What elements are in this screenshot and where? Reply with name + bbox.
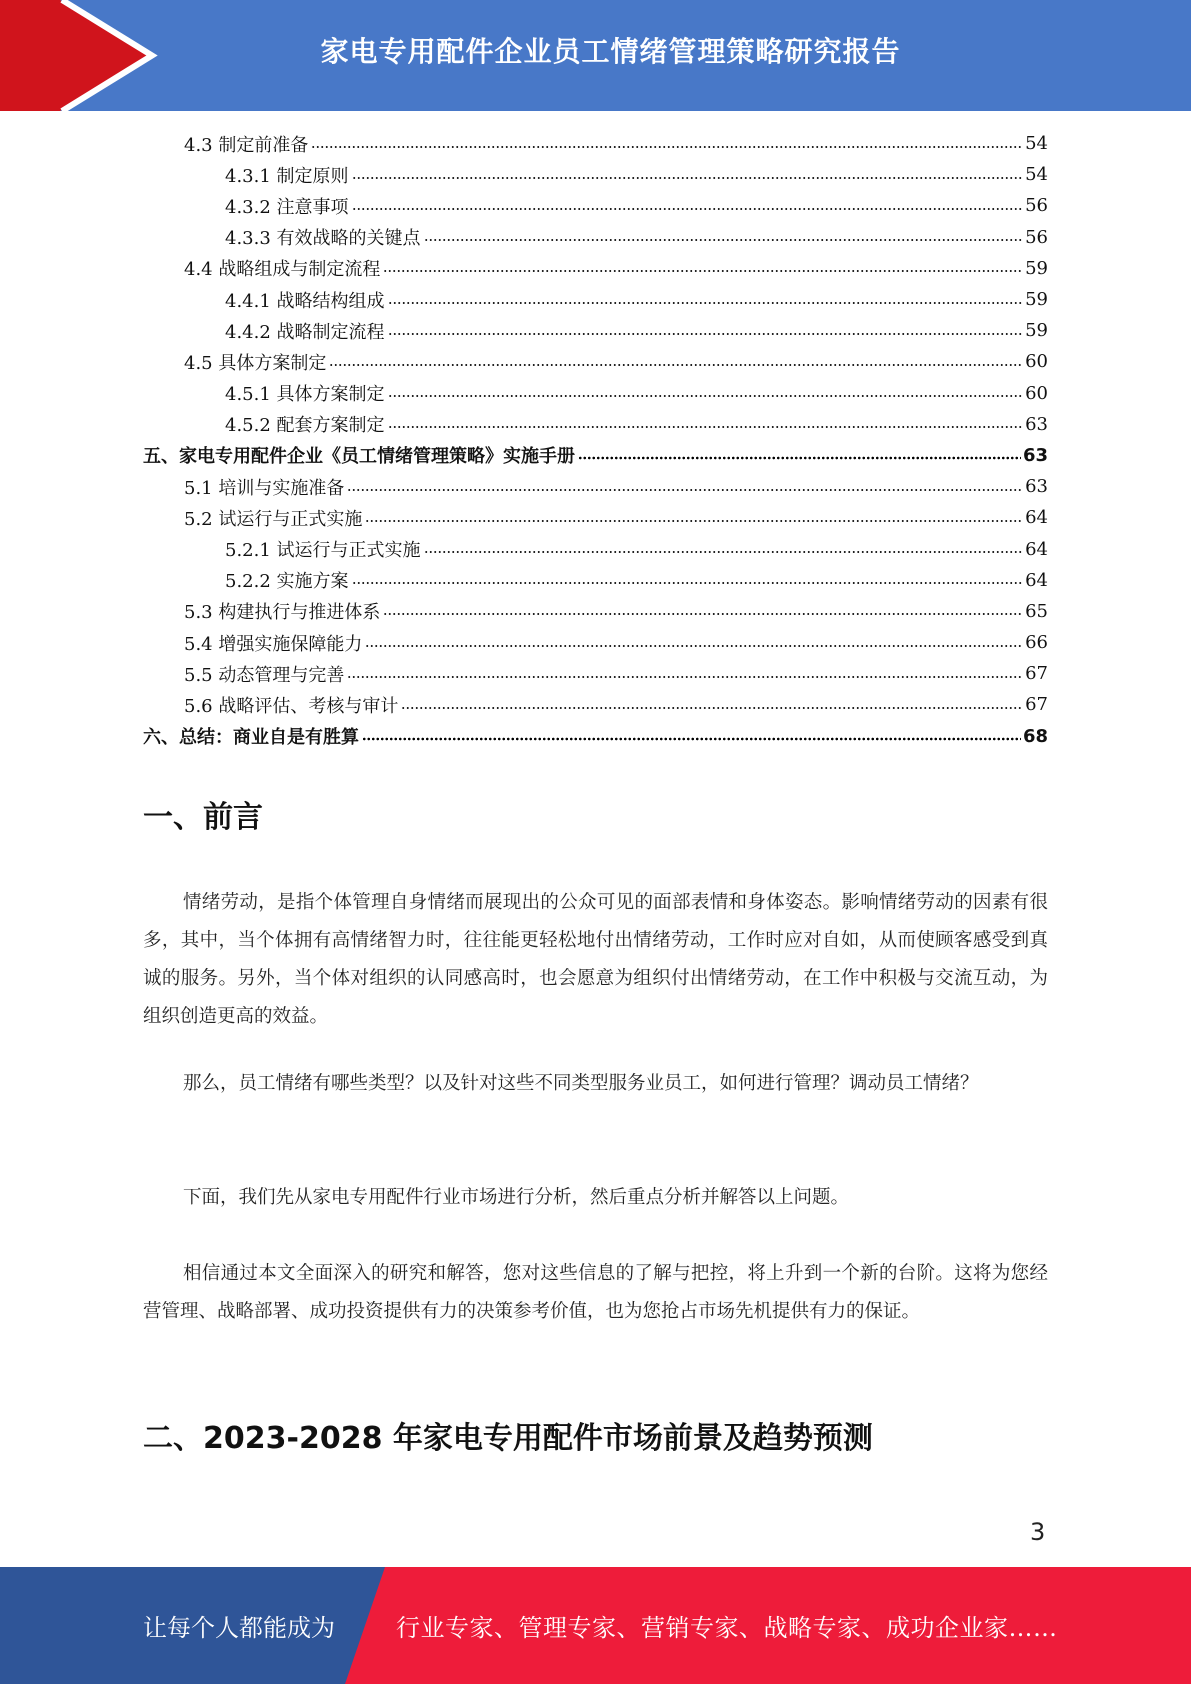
footer-slogan-left: 让每个人都能成为 xyxy=(143,1614,335,1642)
toc-dot-leader xyxy=(424,549,1024,555)
toc-entry-label: 4.4.2 战略制定流程 xyxy=(225,321,385,343)
toc-entry-label: 4.3.2 注意事项 xyxy=(225,196,349,218)
toc-entry[interactable] xyxy=(143,128,1048,159)
toc-entry-page: 64 xyxy=(1025,507,1048,529)
page-number: 3 xyxy=(1030,1518,1046,1546)
toc-dot-leader xyxy=(388,393,1024,399)
toc-dot-leader xyxy=(383,611,1023,617)
section-heading-preface: 一、前言 xyxy=(143,800,263,835)
page-footer xyxy=(0,1567,1191,1684)
toc-entry-label: 五、家电专用配件企业《员工情绪管理策略》实施手册 xyxy=(143,446,575,468)
toc-entry-label: 4.5.1 具体方案制定 xyxy=(225,384,385,406)
toc-entry-page: 67 xyxy=(1025,694,1048,716)
toc-entry-label: 5.2.2 实施方案 xyxy=(225,571,349,593)
toc-entry[interactable] xyxy=(143,689,1048,720)
toc-entry-label: 六、总结：商业自是有胜算 xyxy=(143,727,359,749)
toc-entry-page: 64 xyxy=(1025,569,1048,591)
toc-entry[interactable] xyxy=(143,471,1048,502)
toc-entry-label: 5.4 增强实施保障能力 xyxy=(184,633,363,655)
toc-entry-label: 4.5.2 配套方案制定 xyxy=(225,415,385,437)
toc-entry-page: 54 xyxy=(1025,164,1048,186)
toc-entry[interactable] xyxy=(143,440,1048,471)
toc-dot-leader xyxy=(388,331,1024,337)
toc-dot-leader xyxy=(365,518,1023,524)
toc-entry-label: 4.5 具体方案制定 xyxy=(184,352,327,374)
toc-entry-label: 4.3 制定前准备 xyxy=(184,134,309,156)
toc-dot-leader xyxy=(347,487,1023,493)
toc-dot-leader xyxy=(352,206,1024,212)
toc-entry-page: 63 xyxy=(1025,413,1048,435)
toc-entry[interactable] xyxy=(143,284,1048,315)
toc-entry-page: 63 xyxy=(1022,444,1048,466)
toc-dot-leader xyxy=(311,144,1023,150)
toc-entry[interactable] xyxy=(143,315,1048,346)
toc-entry-label: 5.1 培训与实施准备 xyxy=(184,477,345,499)
toc-entry[interactable] xyxy=(143,596,1048,627)
toc-entry-label: 5.5 动态管理与完善 xyxy=(184,664,345,686)
toc-entry-label: 4.3.1 制定原则 xyxy=(225,165,349,187)
toc-entry-label: 4.3.3 有效战略的关键点 xyxy=(225,228,421,250)
toc-dot-leader xyxy=(347,674,1023,680)
toc-dot-leader xyxy=(365,643,1023,649)
toc-entry-page: 60 xyxy=(1025,382,1048,404)
toc-entry-page: 64 xyxy=(1025,538,1048,560)
toc-dot-leader xyxy=(401,705,1023,711)
toc-entry[interactable] xyxy=(143,533,1048,564)
toc-entry[interactable] xyxy=(143,222,1048,253)
toc-dot-leader xyxy=(352,175,1024,181)
toc-entry-page: 54 xyxy=(1025,133,1048,155)
toc-entry[interactable] xyxy=(143,253,1048,284)
toc-dot-leader xyxy=(388,300,1024,306)
toc-entry-page: 59 xyxy=(1025,289,1048,311)
toc-entry-page: 66 xyxy=(1025,632,1048,654)
section-heading-market-forecast: 二、2023-2028 年家电专用配件市场前景及趋势预测 xyxy=(143,1421,873,1456)
paragraph: 相信通过本文全面深入的研究和解答，您对这些信息的了解与把控，将上升到一个新的台阶。这将为您经营管理、战略部署、成功投资提供有力的决策参考价值，也为您抢占市场先机提供有力的保证。 xyxy=(143,1263,1048,1322)
toc-entry-page: 67 xyxy=(1025,663,1048,685)
toc-dot-leader xyxy=(383,268,1023,274)
toc-entry-page: 60 xyxy=(1025,351,1048,373)
toc-dot-leader xyxy=(578,455,1021,461)
toc-entry[interactable] xyxy=(143,721,1048,752)
toc-entry-page: 59 xyxy=(1025,320,1048,342)
page-header xyxy=(0,0,1191,111)
toc-entry[interactable] xyxy=(143,378,1048,409)
paragraph: 情绪劳动，是指个体管理自身情绪而展现出的公众可见的面部表情和身体姿态。影响情绪劳动的因素有很多，其中，当个体拥有高情绪智力时，往往能更轻松地付出情绪劳动，工作时应对自如，从而使顾客感受到真诚的服务。另外，当个体对组织的认同感高时，也会愿意为组织付出情绪劳动，在工作中积极与交流互动，为组织创造更高的效益。 xyxy=(143,892,1048,1027)
toc-entry[interactable] xyxy=(143,159,1048,190)
toc-dot-leader xyxy=(388,424,1024,430)
toc-entry-page: 65 xyxy=(1025,600,1048,622)
toc-entry-label: 5.2 试运行与正式实施 xyxy=(184,508,363,530)
toc-dot-leader xyxy=(352,580,1024,586)
toc-entry[interactable] xyxy=(143,658,1048,689)
toc-entry-label: 5.6 战略评估、考核与审计 xyxy=(184,695,399,717)
footer-slogan-right: 行业专家、管理专家、营销专家、战略专家、成功企业家…… xyxy=(396,1614,1058,1642)
toc-entry-label: 5.3 构建执行与推进体系 xyxy=(184,602,381,624)
table-of-contents xyxy=(143,128,1048,752)
toc-entry[interactable] xyxy=(143,346,1048,377)
toc-entry-label: 5.2.1 试运行与正式实施 xyxy=(225,540,421,562)
toc-entry-label: 4.4.1 战略结构组成 xyxy=(225,290,385,312)
toc-entry[interactable] xyxy=(143,502,1048,533)
toc-entry[interactable] xyxy=(143,627,1048,658)
header-red-chevron xyxy=(0,0,160,111)
toc-entry-page: 63 xyxy=(1025,476,1048,498)
toc-entry[interactable] xyxy=(143,565,1048,596)
toc-entry[interactable] xyxy=(143,190,1048,221)
toc-entry[interactable] xyxy=(143,409,1048,440)
paragraph: 那么，员工情绪有哪些类型？以及针对这些不同类型服务业员工，如何进行管理？调动员工情绪？ xyxy=(183,1073,979,1094)
toc-entry-page: 59 xyxy=(1025,257,1048,279)
toc-entry-page: 56 xyxy=(1025,195,1048,217)
toc-dot-leader xyxy=(424,237,1024,243)
toc-entry-page: 68 xyxy=(1022,725,1048,747)
toc-entry-label: 4.4 战略组成与制定流程 xyxy=(184,259,381,281)
toc-dot-leader xyxy=(329,362,1023,368)
header-title: 家电专用配件企业员工情绪管理策略研究报告 xyxy=(320,35,901,68)
paragraph: 下面，我们先从家电专用配件行业市场进行分析，然后重点分析并解答以上问题。 xyxy=(183,1187,850,1208)
toc-dot-leader xyxy=(362,736,1021,742)
toc-entry-page: 56 xyxy=(1025,226,1048,248)
